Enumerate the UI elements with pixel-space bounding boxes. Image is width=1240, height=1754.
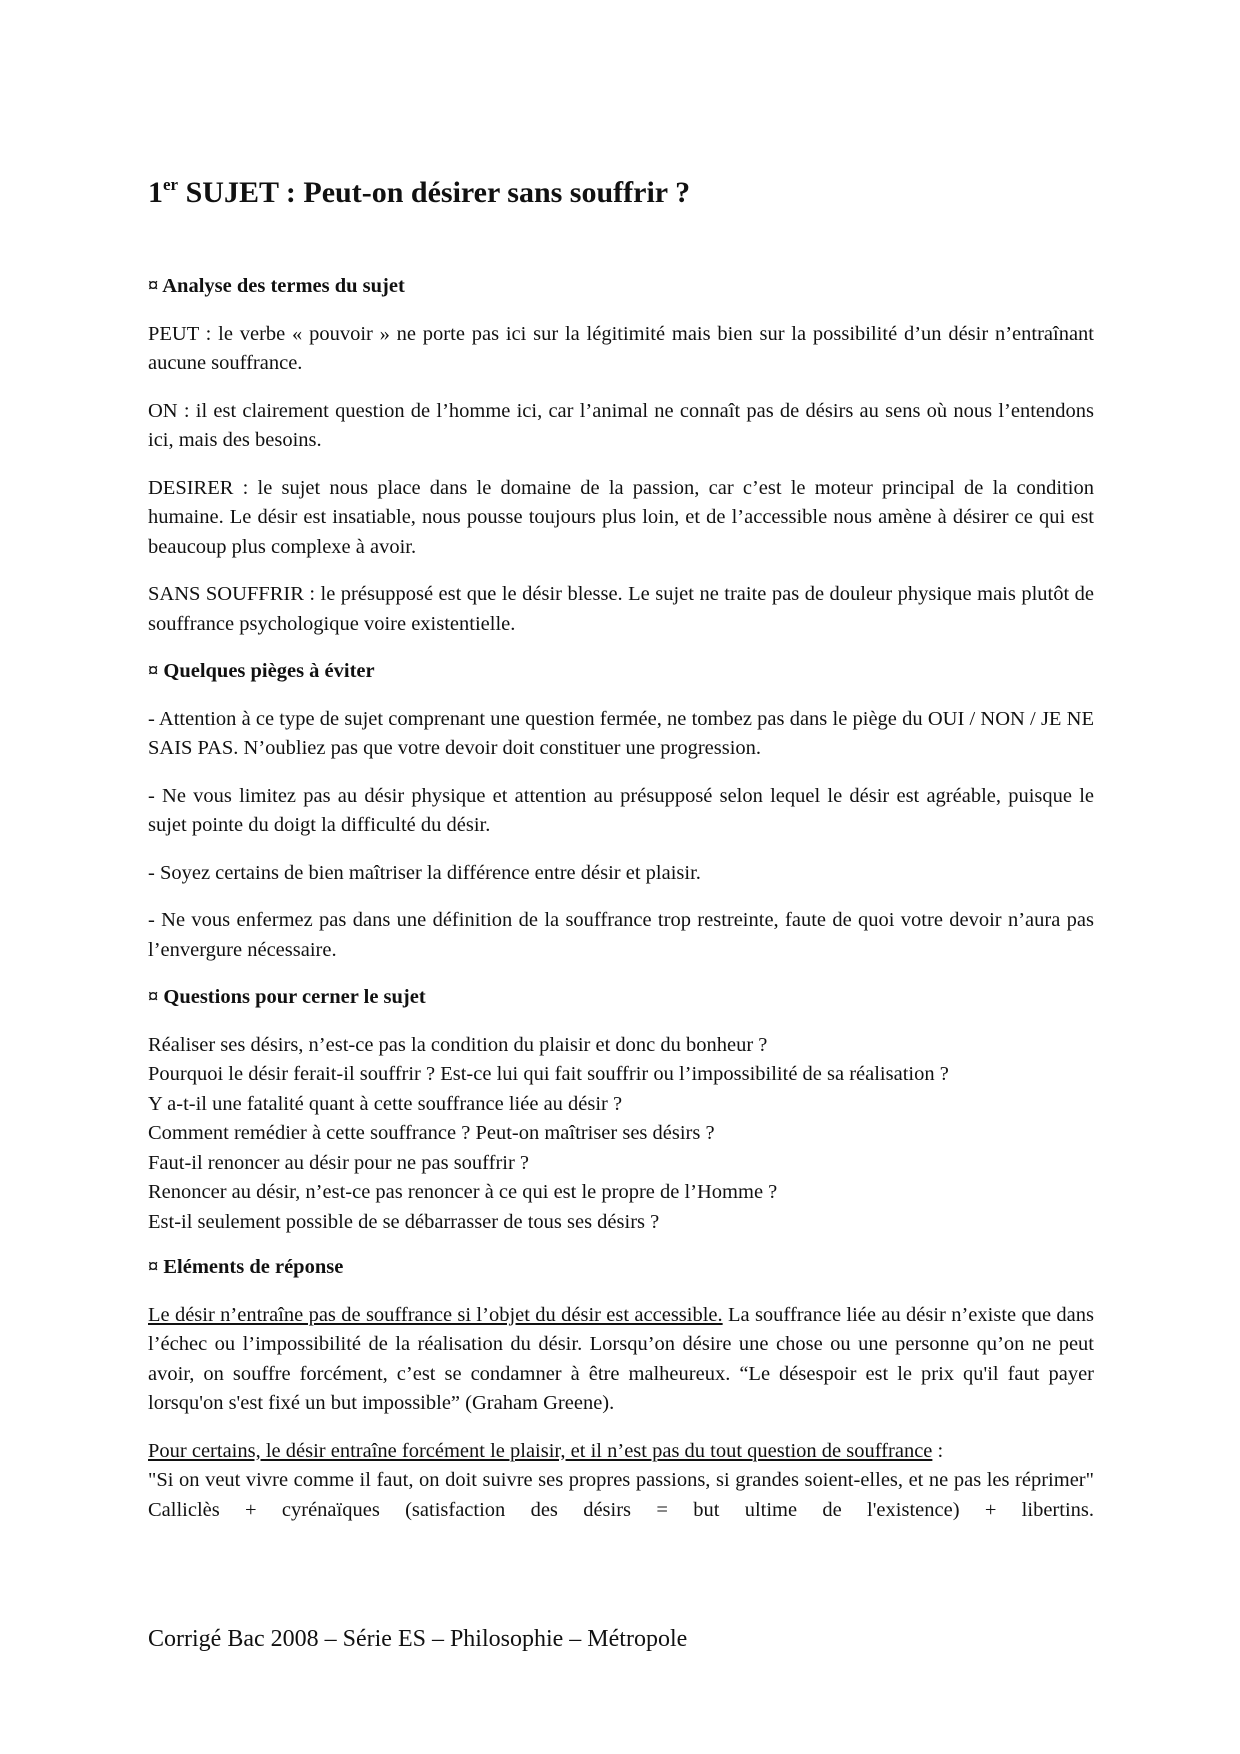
piege-paragraph: - Attention à ce type de sujet comprenant une question fermée, ne tombez pas dans le piège du OUI / NON / JE NE SAIS PAS. N’oubliez pas que votre devoir doit constituer une progression. (148, 707, 1094, 759)
page-title (148, 176, 690, 210)
question-line: Réaliser ses désirs, n’est-ce pas la condition du plaisir et donc du bonheur ? (148, 1033, 768, 1056)
reponse-paragraph-2 (148, 1437, 1094, 1467)
reponse-thesis-underlined: Le désir n’entraîne pas de souffrance si l’objet du désir est accessible. (148, 1303, 723, 1326)
section-heading-questions: ¤ Questions pour cerner le sujet (148, 986, 426, 1008)
reponse-paragraph-1 (148, 1301, 1094, 1419)
questions-list (148, 1031, 1094, 1238)
question-line: Est-il seulement possible de se débarrasser de tous ses désirs ? (148, 1210, 660, 1233)
section-heading-pieges: ¤ Quelques pièges à éviter (148, 660, 375, 682)
reponse-text: La souffrance liée au désir n’existe que dans l’échec ou l’impossibilité de la réalisation du désir. Lorsqu’on désire une chose ou une personne qu’on ne peut avoir, on souffre forcément, c’est se condamner à être malheureux. “Le désespoir est le prix qu'il faut payer lorsqu'on s'est fixé un but impossible” (Graham Greene). (148, 1303, 1094, 1414)
analyse-paragraph: ON : il est clairement question de l’homme ici, car l’animal ne connaît pas de désirs au sens où nous l’entendons ici, mais des besoins. (148, 399, 1094, 451)
page-footer: Corrigé Bac 2008 – Série ES – Philosophie – Métropole (148, 1626, 688, 1652)
document-body (148, 272, 1094, 1543)
analyse-paragraph: DESIRER : le sujet nous place dans le domaine de la passion, car c’est le moteur principal de la condition humaine. Le désir est insatiable, nous pousse toujours plus loin, et de l’accessible nous amène à désirer ce qui est beaucoup plus complexe à avoir. (148, 476, 1094, 558)
question-line: Comment remédier à cette souffrance ? Peut-on maîtriser ses désirs ? (148, 1122, 715, 1144)
question-line: Renoncer au désir, n’est-ce pas renoncer à ce qui est le propre de l’Homme ? (148, 1181, 778, 1203)
reponse-text: : (932, 1439, 944, 1462)
title-superscript: er (163, 175, 179, 194)
title-text: SUJET : Peut-on désirer sans souffrir ? (178, 176, 691, 209)
question-line: Y a-t-il une fatalité quant à cette souffrance liée au désir ? (148, 1092, 623, 1115)
question-line: Faut-il renoncer au désir pour ne pas souffrir ? (148, 1151, 530, 1174)
section-heading-analyse: ¤ Analyse des termes du sujet (148, 275, 405, 297)
section-heading-elements: ¤ Eléments de réponse (148, 1256, 344, 1278)
reponse-quote-paragraph: "Si on veut vivre comme il faut, on doit suivre ses propres passions, si grandes soient-elles, et ne pas les réprimer" Calliclès + cyrénaïques (satisfaction des désirs = but ultime de l'existence) + libertins. (148, 1469, 1094, 1521)
piege-paragraph: - Ne vous limitez pas au désir physique et attention au présupposé selon lequel le désir est agréable, puisque le sujet pointe du doigt la difficulté du désir. (148, 784, 1094, 836)
analyse-paragraph: SANS SOUFFRIR : le présupposé est que le désir blesse. Le sujet ne traite pas de douleur physique mais plutôt de souffrance psychologique voire existentielle. (148, 583, 1094, 635)
piege-paragraph: - Ne vous enfermez pas dans une définition de la souffrance trop restreinte, faute de quoi votre devoir n’aura pas l’envergure nécessaire. (148, 909, 1094, 961)
analyse-paragraph: PEUT : le verbe « pouvoir » ne porte pas ici sur la légitimité mais bien sur la possibilité d’un désir n’entraînant aucune souffrance. (148, 322, 1094, 374)
spacer (148, 1419, 1094, 1437)
title-number: 1 (148, 176, 163, 209)
question-line: Pourquoi le désir ferait-il souffrir ? Est-ce lui qui fait souffrir ou l’impossibilité de sa réalisation ? (148, 1063, 949, 1085)
reponse-antithesis-underlined: Pour certains, le désir entraîne forcément le plaisir, et il n’est pas du tout question de souffrance (148, 1439, 933, 1462)
piege-paragraph: - Soyez certains de bien maîtriser la différence entre désir et plaisir. (148, 861, 701, 884)
